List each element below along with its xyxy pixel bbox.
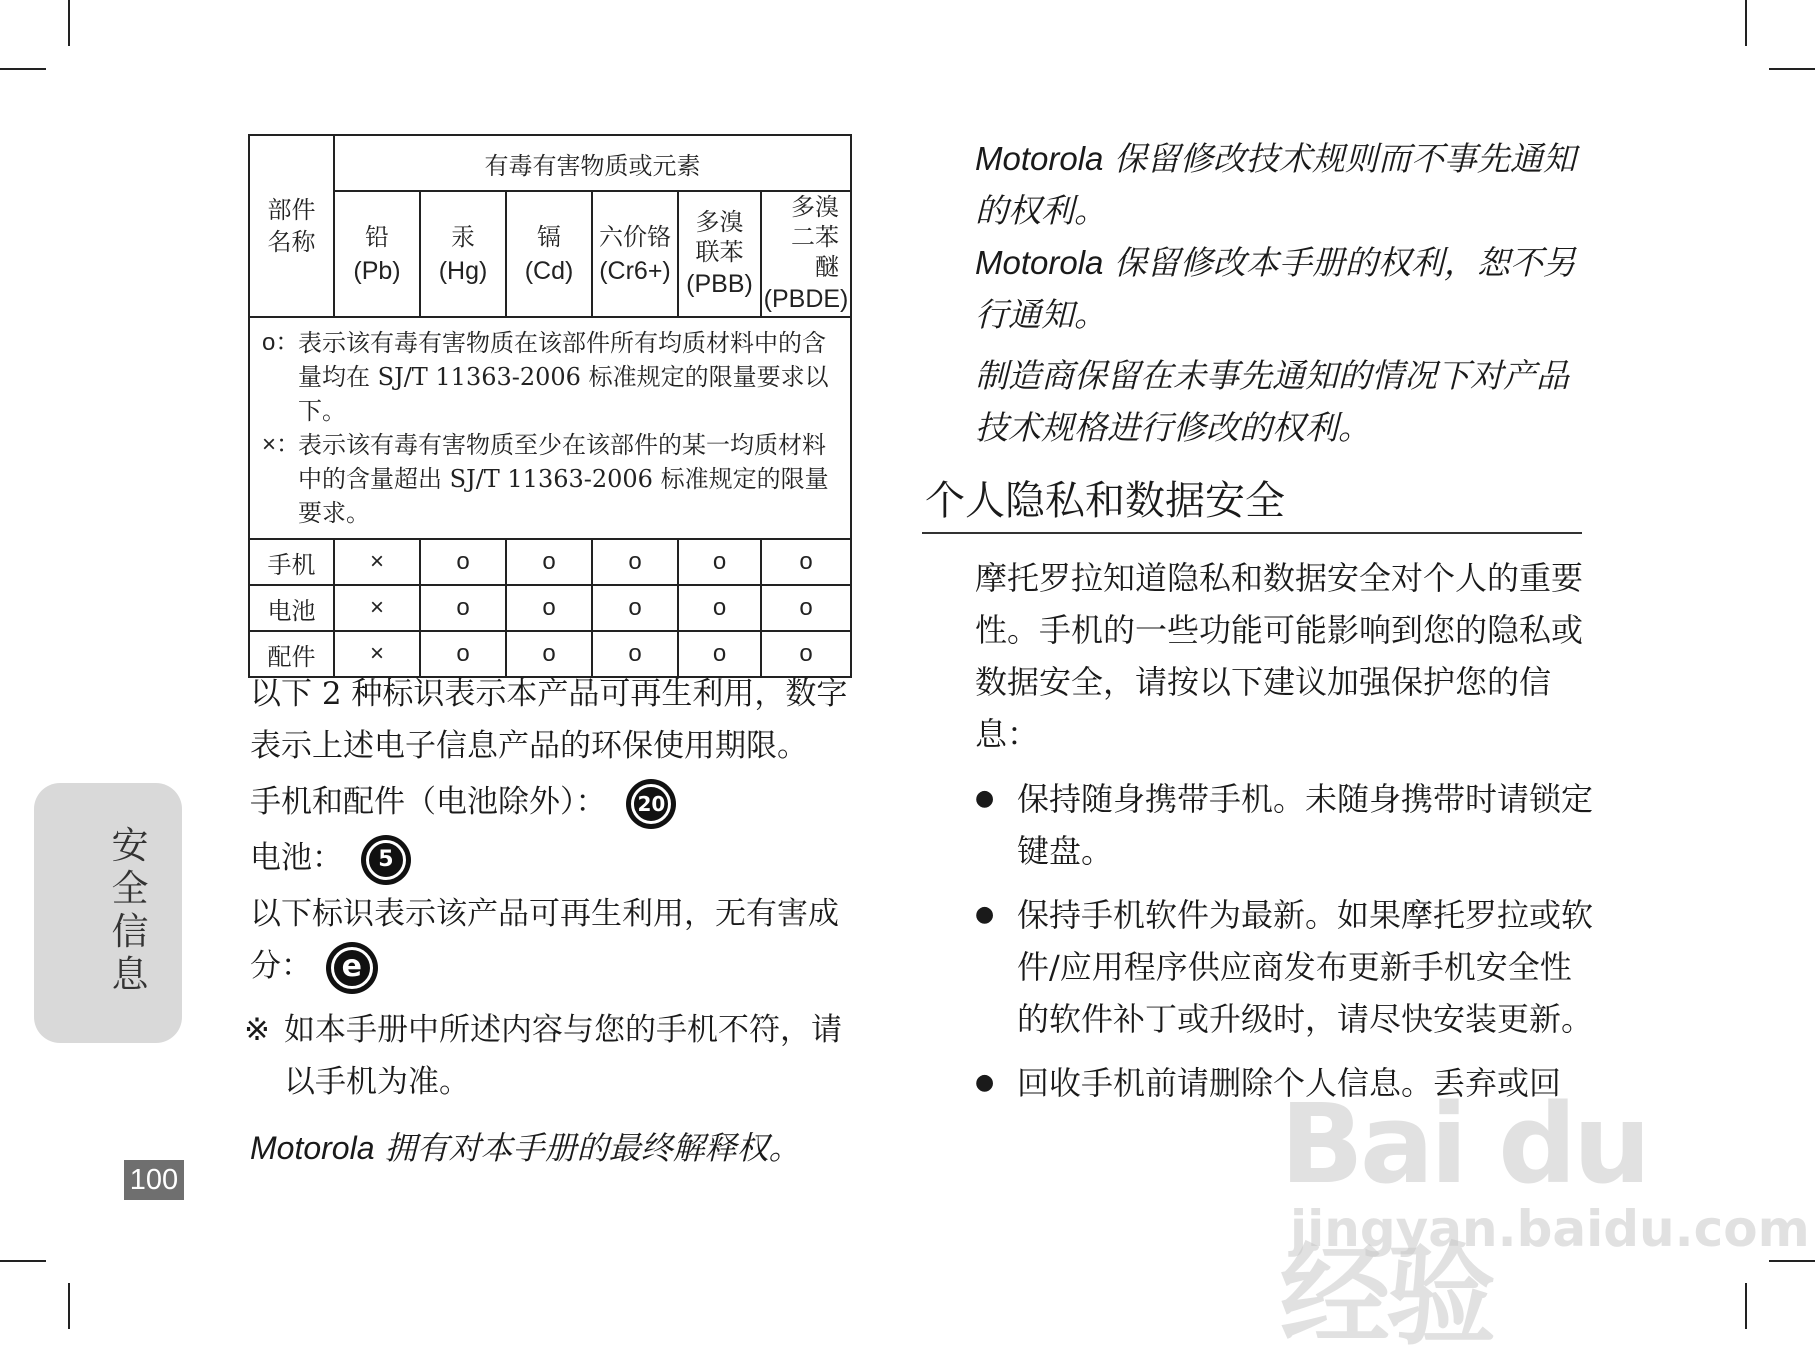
phone-accessories-label: 手机和配件（电池除外）： — [250, 784, 607, 820]
battery-line — [250, 832, 870, 885]
crop-mark — [1745, 0, 1747, 46]
list-item: ● 保持手机软件为最新。如果摩托罗拉或软件/应用程序供应商发布更新手机安全性的软件补丁或升级时，请尽快安装更新。 — [975, 889, 1595, 1045]
element-header: 汞 (Hg) — [420, 191, 506, 317]
recycle-20-icon: 20 — [626, 779, 676, 829]
table-cell: o — [761, 631, 851, 677]
note-mark: ※ — [244, 1012, 270, 1048]
list-item: ● 保持随身携带手机。未随身携带时请锁定键盘。 — [975, 773, 1595, 877]
note-x: ×： 表示该有毒有害物质至少在该部件的某一均质材料中的含量超出 SJ/T 11363-2006 标准规定的限量要求。 — [262, 431, 829, 527]
recycle-e-icon: e — [326, 942, 378, 994]
table-cell: o — [761, 585, 851, 631]
part-name-label: 部件名称 — [267, 196, 316, 256]
recycle-intro: 以下 2 种标识表示本产品可再生利用，数字表示上述电子信息产品的环保使用期限。 — [250, 676, 848, 764]
phone-accessories-line — [250, 776, 870, 829]
side-tab-label: 安全信息 — [111, 824, 149, 996]
recyclable-text: 以下标识表示该产品可再生利用，无有害成分： — [250, 896, 839, 984]
element-header: 六价铬 (Cr6+) — [592, 191, 678, 317]
table-cell: o — [420, 539, 506, 585]
crop-mark — [1745, 1283, 1747, 1329]
section-intro: 摩托罗拉知道隐私和数据安全对个人的重要性。手机的一些功能可能影响到您的隐私或数据安全，请按以下建议加强保护您的信息： — [975, 559, 1584, 753]
watermark-sub: jingyan.baidu.com — [1290, 1200, 1810, 1258]
row-name: 手机 — [249, 539, 334, 585]
row-name: 配件 — [249, 631, 334, 677]
table-cell: × — [334, 585, 420, 631]
table-cell: o — [506, 539, 592, 585]
element-header: 镉 (Cd) — [506, 191, 592, 317]
table-notes — [249, 317, 851, 539]
table-row — [249, 539, 851, 585]
section-divider — [922, 532, 1582, 534]
battery-label: 电池： — [250, 840, 343, 876]
table-cell: o — [678, 631, 761, 677]
crop-mark — [1769, 1260, 1815, 1262]
crop-mark — [68, 1283, 70, 1329]
part-name-header — [249, 135, 334, 317]
manual-note — [244, 1004, 864, 1108]
note-o: o： 表示该有毒有害物质在该部件所有均质材料中的含量均在 SJ/T 11363-2006 标准规定的限量要求以下。 — [262, 329, 829, 425]
motorola-final-interpretation: Motorola 拥有对本手册的最终解释权。 — [250, 1129, 801, 1167]
table-row — [249, 585, 851, 631]
substances-header: 有毒有害物质或元素 — [334, 135, 851, 191]
table-cell: o — [592, 631, 678, 677]
table-cell: o — [420, 631, 506, 677]
table-cell: × — [334, 631, 420, 677]
element-header: 多溴联苯 (PBB) — [678, 191, 761, 317]
motorola-manual-rights: Motorola 保留修改本手册的权利，恕不另行通知。 — [975, 243, 1576, 334]
table-cell: o — [506, 631, 592, 677]
manufacturer-rights: 制造商保留在未事先通知的情况下对产品技术规格进行修改的权利。 — [975, 356, 1569, 447]
table-cell: o — [506, 585, 592, 631]
element-header: 铅 (Pb) — [334, 191, 420, 317]
table-cell: o — [761, 539, 851, 585]
watermark-main: Bai du 经验 — [1280, 1080, 1648, 1360]
crop-mark — [0, 68, 46, 70]
crop-mark — [1769, 68, 1815, 70]
motorola-spec-rights: Motorola 保留修改技术规则而不事先通知的权利。 — [975, 139, 1576, 230]
table-cell: o — [678, 585, 761, 631]
recyclable-line — [250, 888, 860, 994]
table-cell: o — [678, 539, 761, 585]
list-item: ● 回收手机前请删除个人信息。丢弃或回 — [975, 1057, 1595, 1109]
row-name: 电池 — [249, 585, 334, 631]
recycle-5-icon: 5 — [361, 835, 411, 885]
element-header: 多溴二苯醚 (PBDE) — [761, 191, 851, 317]
table-cell: o — [592, 585, 678, 631]
hazardous-substances-table — [248, 134, 852, 678]
crop-mark — [68, 0, 70, 46]
section-title: 个人隐私和数据安全 — [925, 478, 1285, 524]
table-cell: o — [592, 539, 678, 585]
table-cell: o — [420, 585, 506, 631]
crop-mark — [0, 1260, 46, 1262]
baidu-watermark — [1280, 1050, 1810, 1360]
page-number: 100 — [124, 1160, 184, 1200]
table-cell: × — [334, 539, 420, 585]
note-text: 如本手册中所述内容与您的手机不符，请以手机为准。 — [284, 1012, 842, 1100]
